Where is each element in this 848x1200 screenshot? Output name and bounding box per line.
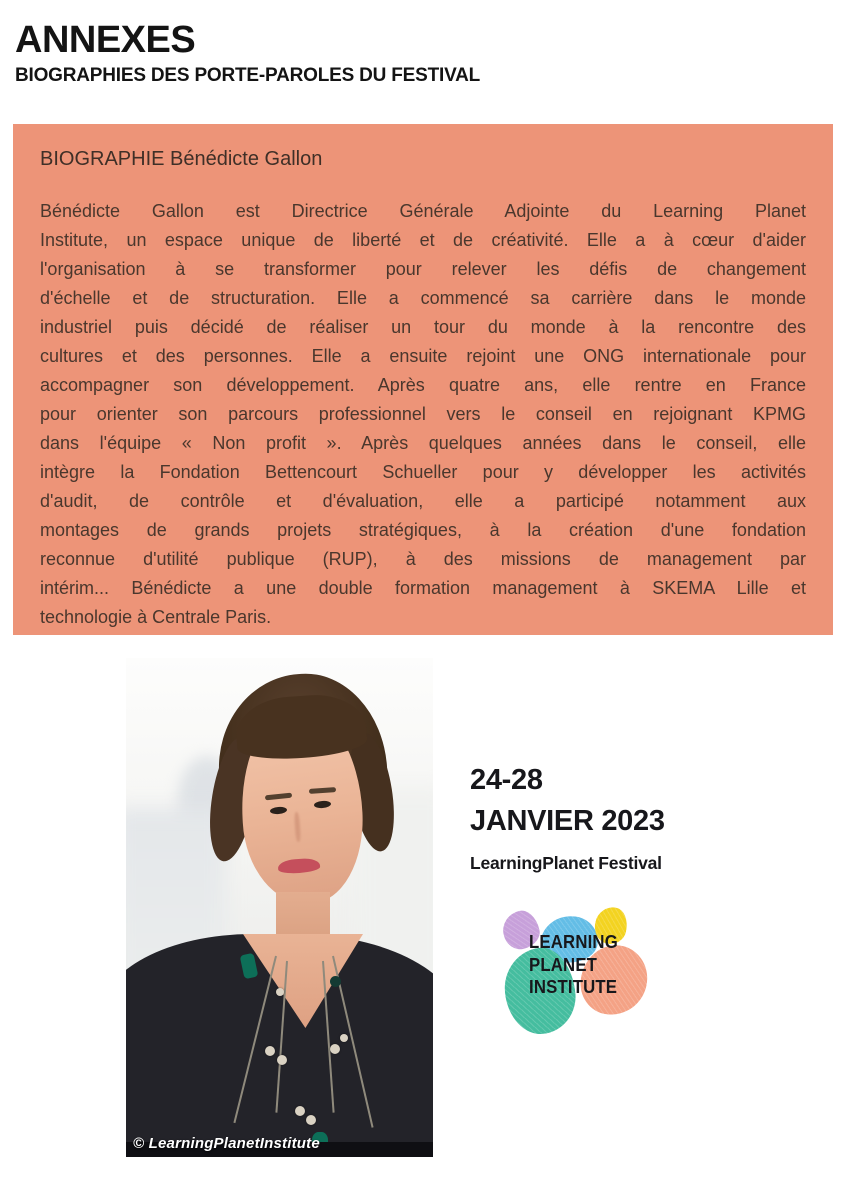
logo-word-learning: LEARNING [529,932,618,952]
necklace-dark-bead [330,976,341,987]
event-name: LearningPlanet Festival [470,853,662,873]
event-date-month-year: JANVIER 2023 [470,805,665,837]
necklace-bead [340,1034,348,1042]
bio-line: reconnue d'utilité publique (RUP), à des missions de management par [40,549,806,569]
biography-heading: BIOGRAPHIE Bénédicte Gallon [40,148,323,170]
bio-line: intègre la Fondation Bettencourt Schueller pour y développer les activités [40,462,806,482]
learning-planet-institute-logo [488,903,664,1045]
necklace-bead [295,1106,305,1116]
necklace-bead [330,1044,340,1054]
bio-line: d'audit, de contrôle et d'évaluation, elle a participé notamment aux [40,491,806,511]
necklace-bead [276,988,284,996]
biography-text [40,197,806,632]
logo-wordmark [529,931,618,999]
bio-line: accompagner son développement. Après quatre ans, elle rentre en France [40,375,806,395]
page-title: ANNEXES [15,19,196,61]
biography-box [13,124,833,635]
necklace-bead [306,1115,316,1125]
necklace-bead [265,1046,275,1056]
page-header [15,20,480,87]
bio-line: Bénédicte Gallon est Directrice Générale Adjointe du Learning Planet [40,201,806,221]
bio-line: cultures et des personnes. Elle a ensuite rejoint une ONG internationale pour [40,346,806,366]
event-date-range: 24-28 [470,764,543,796]
photo-credit: © LearningPlanetInstitute [133,1135,320,1152]
bio-line: technologie à Centrale Paris. [40,607,272,627]
bio-line: l'organisation à se transformer pour relever les défis de changement [40,259,806,279]
bio-line: d'échelle et de structuration. Elle a commencé sa carrière dans le monde [40,288,806,308]
bio-line: intérim... Bénédicte a une double formation management à SKEMA Lille et [40,578,806,598]
benedicte-gallon-photo [126,658,433,1157]
page-subtitle: BIOGRAPHIES DES PORTE-PAROLES DU FESTIVAL [15,65,481,86]
bio-line: Institute, un espace unique de liberté et de créativité. Elle a à cœur d'aider [40,230,806,250]
bio-line: industriel puis décidé de réaliser un tour du monde à la rencontre des [40,317,806,337]
bio-line: montages de grands projets stratégiques, à la création d'une fondation [40,520,806,540]
logo-word-planet: PLANET [529,954,598,975]
logo-word-institute: INSTITUTE [529,977,618,997]
event-info [470,760,840,874]
bio-line: dans l'équipe « Non profit ». Après quelques années dans le conseil, elle [40,433,806,453]
bio-line: pour orienter son parcours professionnel vers le conseil en rejoignant KPMG [40,404,806,424]
necklace-bead [277,1055,287,1065]
